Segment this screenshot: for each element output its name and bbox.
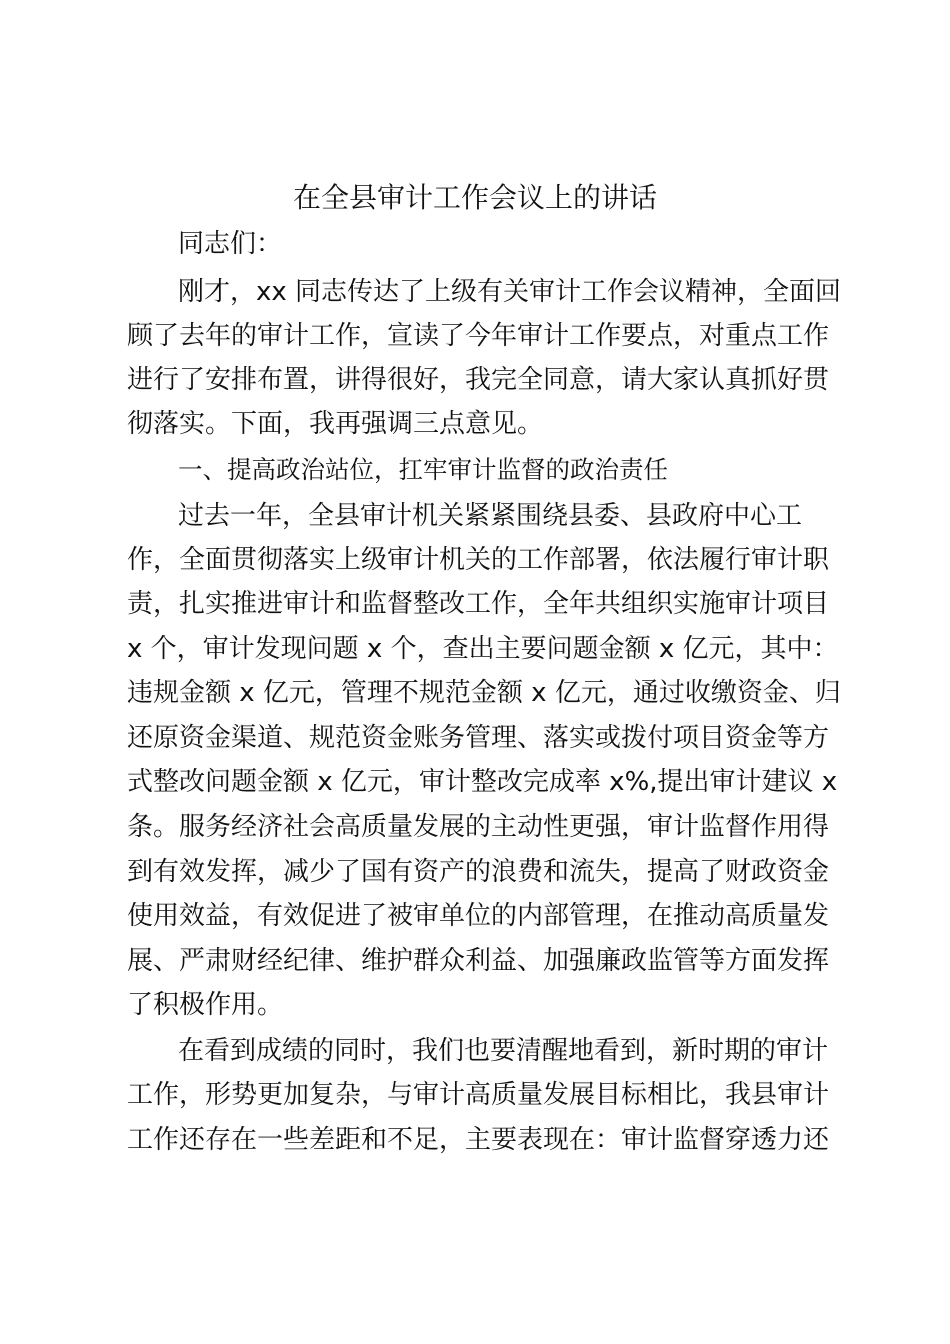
paragraph-line: 了积极作用。 — [127, 990, 284, 1020]
document-title: 在全县审计工作会议上的讲话 — [292, 181, 657, 214]
paragraph-line: 刚才，xx 同志传达了上级有关审计工作会议精神，全面回 — [178, 277, 842, 307]
paragraph-line: 展、严肃财经纪律、维护群众利益、加强廉政监管等方面发挥 — [127, 946, 830, 976]
paragraph-line: 顾了去年的审计工作，宣读了今年审计工作要点，对重点工作 — [127, 321, 830, 351]
paragraph-line: 过去一年，全县审计机关紧紧围绕县委、县政府中心工 — [178, 501, 803, 531]
paragraph-line: 工作，形势更加复杂，与审计高质量发展目标相比，我县审计 — [127, 1080, 830, 1110]
paragraph-line: 进行了安排布置，讲得很好，我完全同意，请大家认真抓好贯 — [127, 365, 830, 395]
salutation: 同志们： — [178, 229, 283, 259]
paragraph-line: 式整改问题金额 x 亿元，审计整改完成率 x%,提出审计建议 x — [127, 767, 838, 797]
section-heading: 一、提高政治站位，扛牢审计监督的政治责任 — [178, 455, 668, 484]
paragraph-line: 使用效益，有效促进了被审单位的内部管理，在推动高质量发 — [127, 901, 830, 931]
paragraph-line: 作，全面贯彻落实上级审计机关的工作部署，依法履行审计职 — [127, 545, 830, 575]
paragraph-line: 违规金额 x 亿元，管理不规范金额 x 亿元，通过收缴资金、归 — [127, 678, 841, 708]
paragraph-line: 到有效发挥，减少了国有资产的浪费和流失，提高了财政资金 — [127, 857, 830, 887]
paragraph-line: 工作还存在一些差距和不足，主要表现在：审计监督穿透力还 — [127, 1125, 830, 1155]
paragraph-line: 条。服务经济社会高质量发展的主动性更强，审计监督作用得 — [127, 812, 830, 842]
paragraph-line: 彻落实。下面，我再强调三点意见。 — [127, 409, 544, 439]
paragraph-line: 责，扎实推进审计和监督整改工作，全年共组织实施审计项目 — [127, 589, 830, 619]
paragraph-line: 在看到成绩的同时，我们也要清醒地看到，新时期的审计 — [178, 1036, 829, 1066]
paragraph-line: x 个，审计发现问题 x 个，查出主要问题金额 x 亿元，其中： — [127, 634, 839, 664]
paragraph-line: 还原资金渠道、规范资金账务管理、落实或拨付项目资金等方 — [127, 723, 830, 753]
